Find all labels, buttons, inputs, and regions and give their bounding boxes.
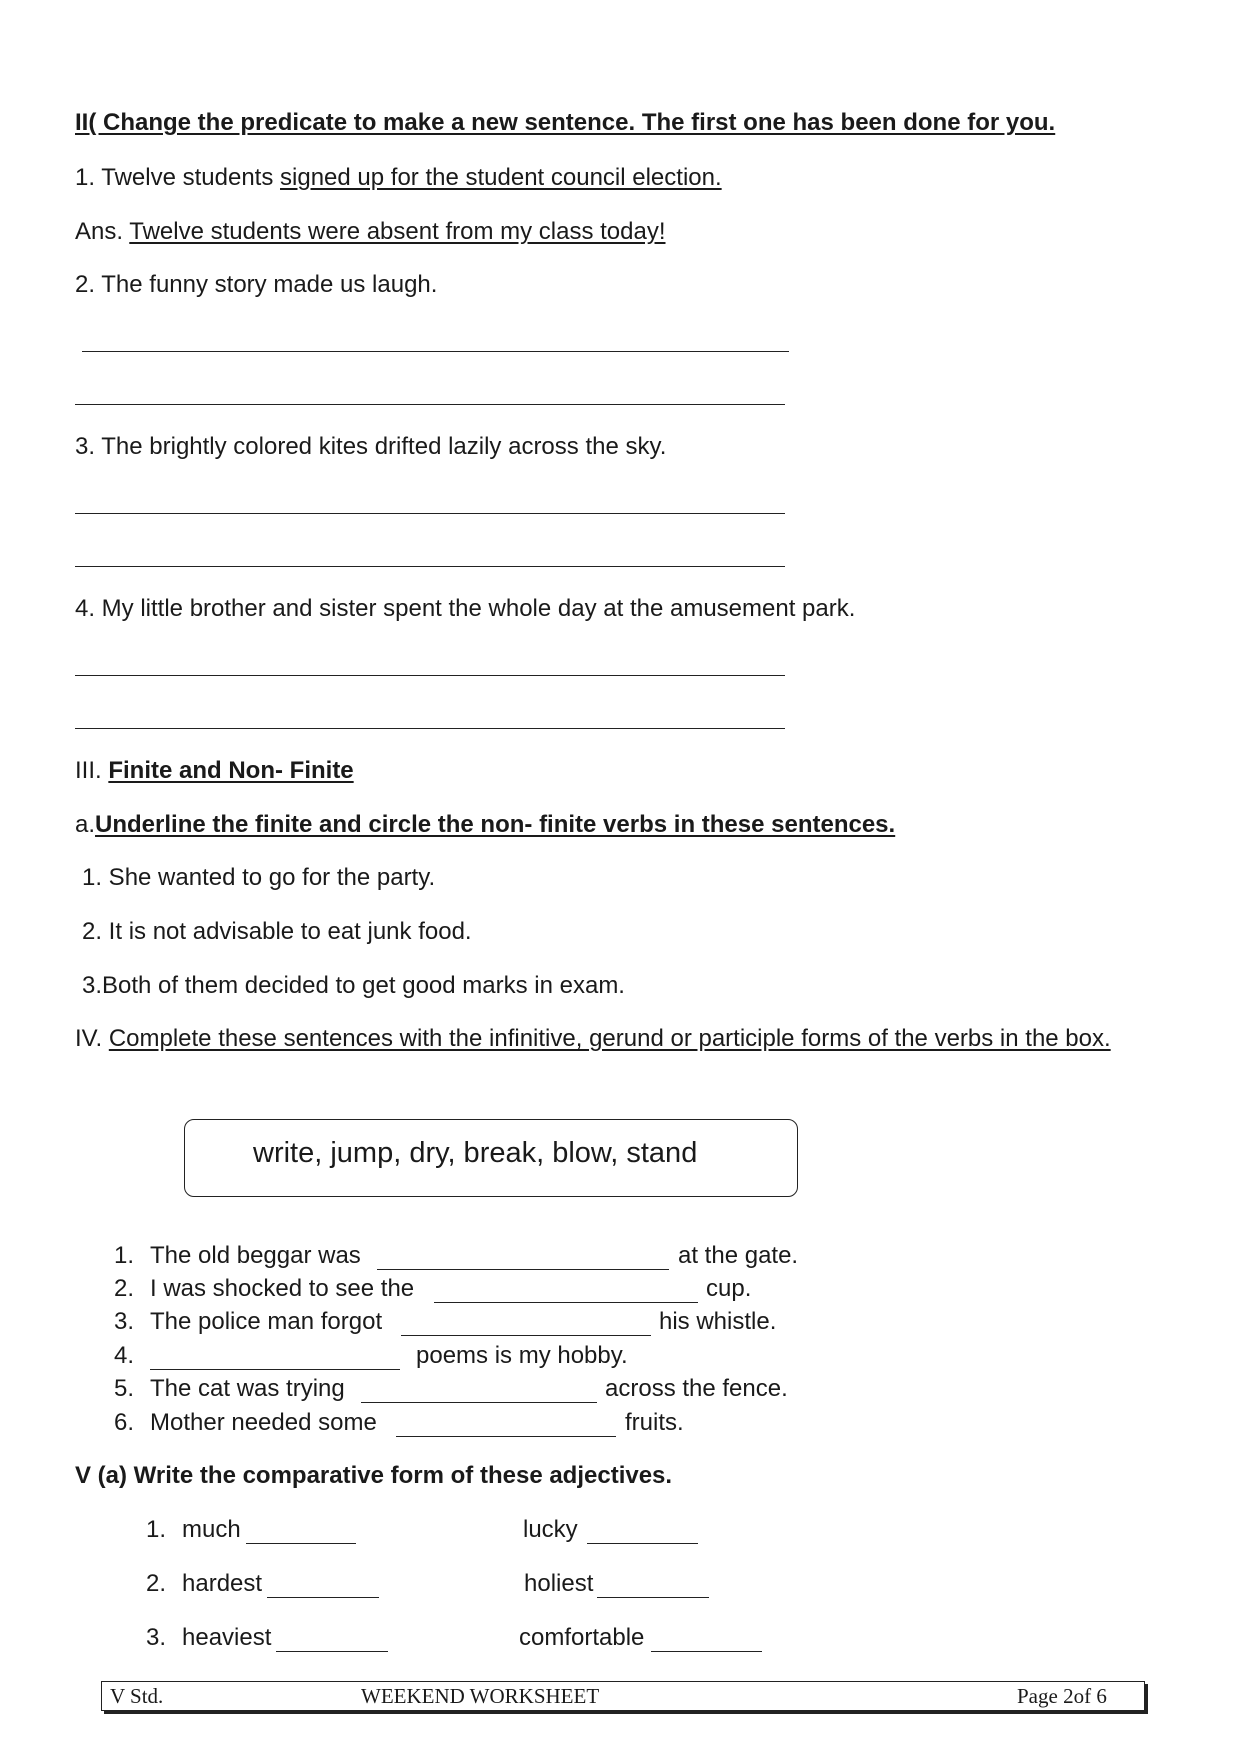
adjective-lucky: lucky xyxy=(523,1516,578,1543)
adjective-holiest: holiest xyxy=(524,1570,594,1597)
footer-class: V Std. xyxy=(110,1684,164,1708)
answer-example xyxy=(75,217,666,247)
page-footer xyxy=(101,1681,1145,1711)
section4-number: IV. xyxy=(75,1025,109,1052)
adjective-hardest: hardest xyxy=(182,1570,263,1597)
fill-blank[interactable] xyxy=(434,1302,698,1303)
finite-item-3: 3.Both of them decided to get good marks in exam. xyxy=(82,972,625,999)
fill-item-number: 2. xyxy=(113,1275,134,1302)
question-2: 2. The funny story made us laugh. xyxy=(75,271,438,298)
fill-blank[interactable] xyxy=(377,1269,669,1270)
answer-label: Ans. xyxy=(75,218,130,245)
fill-item-3-after: his whistle. xyxy=(659,1308,777,1335)
adjective-comfortable: comfortable xyxy=(519,1624,645,1651)
fill-item-5-before: The cat was trying xyxy=(150,1375,345,1402)
fill-item-4-after: poems is my hobby. xyxy=(416,1342,628,1369)
section3-number: III. xyxy=(75,757,109,784)
answer-text: Twelve students were absent from my class today! xyxy=(129,218,666,245)
fill-item-3-before: The police man forgot xyxy=(150,1308,383,1335)
finite-item-2: 2. It is not advisable to eat junk food. xyxy=(82,918,472,945)
footer-title: WEEKEND WORKSHEET xyxy=(361,1684,600,1708)
adjective-number: 3. xyxy=(145,1624,166,1651)
section3-instruction xyxy=(75,810,895,840)
verb-word-list: write, jump, dry, break, blow, stand xyxy=(253,1137,698,1169)
section4-instruction: Complete these sentences with the infinitive, gerund or participle forms of the verbs in the box. xyxy=(108,1025,1111,1052)
question-4: 4. My little brother and sister spent the whole day at the amusement park. xyxy=(75,595,856,622)
fill-item-number: 3. xyxy=(113,1308,134,1335)
adjective-blank[interactable] xyxy=(246,1543,356,1544)
fill-item-number: 4. xyxy=(113,1342,134,1369)
question-1-predicate: signed up for the student council election. xyxy=(280,164,722,191)
footer-shadow xyxy=(104,1711,1148,1714)
fill-blank[interactable] xyxy=(396,1436,616,1437)
section3-heading xyxy=(75,756,354,786)
fill-item-number: 1. xyxy=(113,1242,134,1269)
fill-item-5-after: across the fence. xyxy=(605,1375,788,1402)
adjective-number: 2. xyxy=(145,1570,166,1597)
finite-item-1: 1. She wanted to go for the party. xyxy=(82,864,436,891)
section3-title: Finite and Non- Finite xyxy=(108,757,354,784)
question-1-subject: 1. Twelve students xyxy=(75,164,281,191)
footer-page-number: Page 2of 6 xyxy=(1017,1684,1107,1708)
fill-item-2-after: cup. xyxy=(706,1275,752,1302)
adjective-blank[interactable] xyxy=(276,1651,388,1652)
fill-blank[interactable] xyxy=(401,1335,651,1336)
section3-sub-text: Underline the finite and circle the non- finite verbs in these sentences. xyxy=(95,811,896,838)
fill-item-number: 6. xyxy=(113,1409,134,1436)
adjective-much: much xyxy=(182,1516,241,1543)
fill-item-2-before: I was shocked to see the xyxy=(150,1275,415,1302)
adjective-blank[interactable] xyxy=(597,1597,709,1598)
section3-sub-label: a. xyxy=(75,811,96,838)
footer-shadow xyxy=(1145,1684,1148,1714)
fill-item-6-after: fruits. xyxy=(625,1409,684,1436)
answer-line[interactable] xyxy=(75,404,785,405)
answer-line[interactable] xyxy=(75,566,785,567)
verb-word-box xyxy=(184,1119,798,1197)
fill-item-1-before: The old beggar was xyxy=(150,1242,361,1269)
question-3: 3. The brightly colored kites drifted lazily across the sky. xyxy=(75,433,667,460)
answer-line[interactable] xyxy=(75,675,785,676)
adjective-blank[interactable] xyxy=(587,1543,698,1544)
section5-heading: V (a) Write the comparative form of these adjectives. xyxy=(75,1462,673,1489)
answer-line[interactable] xyxy=(82,351,789,352)
section2-heading: II( Change the predicate to make a new sentence. The first one has been done for you. xyxy=(75,109,1056,136)
adjective-heaviest: heaviest xyxy=(182,1624,272,1651)
fill-blank[interactable] xyxy=(150,1369,400,1370)
fill-item-6-before: Mother needed some xyxy=(150,1409,377,1436)
adjective-number: 1. xyxy=(145,1516,166,1543)
fill-item-1-after: at the gate. xyxy=(678,1242,799,1269)
section4-heading xyxy=(75,1024,1111,1054)
fill-blank[interactable] xyxy=(361,1402,597,1403)
answer-line[interactable] xyxy=(75,513,785,514)
question-1 xyxy=(75,163,722,193)
adjective-blank[interactable] xyxy=(651,1651,762,1652)
answer-line[interactable] xyxy=(75,728,785,729)
adjective-blank[interactable] xyxy=(267,1597,379,1598)
fill-item-number: 5. xyxy=(113,1375,134,1402)
